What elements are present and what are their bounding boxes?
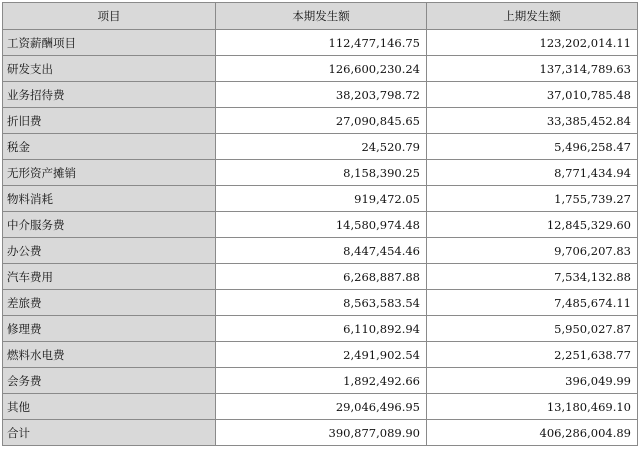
row-previous-cell: 13,180,469.10: [427, 394, 638, 420]
row-current-cell: 8,563,583.54: [216, 290, 427, 316]
row-current-cell: 38,203,798.72: [216, 82, 427, 108]
row-item-cell: 中介服务费: [3, 212, 216, 238]
table-row: [3, 394, 638, 420]
table-row: [3, 30, 638, 56]
row-previous-cell: 123,202,014.11: [427, 30, 638, 56]
row-item-cell: 差旅费: [3, 290, 216, 316]
row-item-cell: 其他: [3, 394, 216, 420]
row-current-cell: 112,477,146.75: [216, 30, 427, 56]
row-current-cell: 390,877,089.90: [216, 420, 427, 446]
row-current-cell: 2,491,902.54: [216, 342, 427, 368]
row-previous-cell: 406,286,004.89: [427, 420, 638, 446]
row-item-cell: 燃料水电费: [3, 342, 216, 368]
row-current-cell: 6,268,887.88: [216, 264, 427, 290]
table-body: [3, 30, 638, 446]
row-current-cell: 6,110,892.94: [216, 316, 427, 342]
row-item-cell: 业务招待费: [3, 82, 216, 108]
row-previous-cell: 7,485,674.11: [427, 290, 638, 316]
row-current-cell: 14,580,974.48: [216, 212, 427, 238]
row-item-cell: 办公费: [3, 238, 216, 264]
table-row: [3, 212, 638, 238]
row-current-cell: 29,046,496.95: [216, 394, 427, 420]
row-previous-cell: 7,534,132.88: [427, 264, 638, 290]
row-current-cell: 27,090,845.65: [216, 108, 427, 134]
row-previous-cell: 1,755,739.27: [427, 186, 638, 212]
table-row: [3, 264, 638, 290]
row-current-cell: 8,447,454.46: [216, 238, 427, 264]
header-previous-period: 上期发生额: [427, 3, 638, 30]
expense-table: [2, 2, 638, 446]
row-item-cell: 物料消耗: [3, 186, 216, 212]
row-previous-cell: 5,950,027.87: [427, 316, 638, 342]
row-previous-cell: 137,314,789.63: [427, 56, 638, 82]
header-current-period: 本期发生额: [216, 3, 427, 30]
row-previous-cell: 8,771,434.94: [427, 160, 638, 186]
row-item-cell: 税金: [3, 134, 216, 160]
row-previous-cell: 12,845,329.60: [427, 212, 638, 238]
row-item-cell: 汽车费用: [3, 264, 216, 290]
row-item-cell: 研发支出: [3, 56, 216, 82]
row-item-cell: 无形资产摊销: [3, 160, 216, 186]
table-row: [3, 82, 638, 108]
row-item-cell: 修理费: [3, 316, 216, 342]
row-item-cell: 会务费: [3, 368, 216, 394]
table-header-row: [3, 3, 638, 30]
table-row: [3, 316, 638, 342]
row-current-cell: 126,600,230.24: [216, 56, 427, 82]
row-current-cell: 24,520.79: [216, 134, 427, 160]
row-previous-cell: 9,706,207.83: [427, 238, 638, 264]
row-item-cell: 工资薪酬项目: [3, 30, 216, 56]
row-previous-cell: 37,010,785.48: [427, 82, 638, 108]
table-row: [3, 160, 638, 186]
table-row: [3, 368, 638, 394]
row-previous-cell: 2,251,638.77: [427, 342, 638, 368]
header-item: 项目: [3, 3, 216, 30]
row-current-cell: 1,892,492.66: [216, 368, 427, 394]
table-row: [3, 186, 638, 212]
row-item-cell: 折旧费: [3, 108, 216, 134]
table-row: [3, 56, 638, 82]
table-row: [3, 134, 638, 160]
table-row: [3, 238, 638, 264]
table-row: [3, 342, 638, 368]
row-previous-cell: 396,049.99: [427, 368, 638, 394]
row-item-cell: 合计: [3, 420, 216, 446]
row-previous-cell: 33,385,452.84: [427, 108, 638, 134]
expense-table-container: [2, 2, 638, 446]
row-current-cell: 919,472.05: [216, 186, 427, 212]
row-previous-cell: 5,496,258.47: [427, 134, 638, 160]
row-current-cell: 8,158,390.25: [216, 160, 427, 186]
table-row: [3, 420, 638, 446]
table-row: [3, 290, 638, 316]
table-row: [3, 108, 638, 134]
